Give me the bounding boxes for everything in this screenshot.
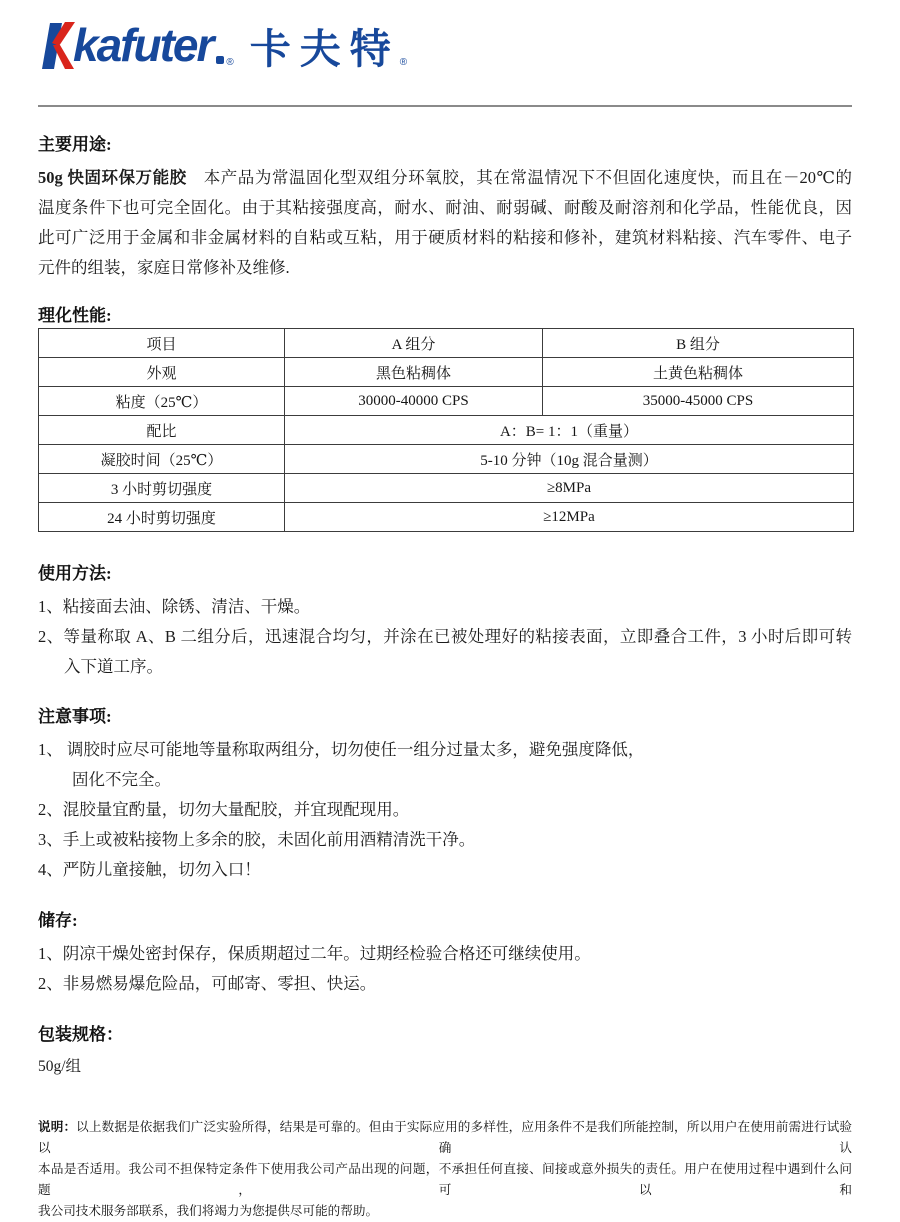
properties-heading: 理化性能: (38, 306, 112, 325)
brand-chinese: 卡夫特 (249, 25, 400, 72)
storage-heading: 储存: (38, 911, 78, 930)
main-uses-paragraph (38, 163, 852, 283)
registered-mark-icon: ® (226, 57, 234, 68)
paragraph-line: 元件的组装，家庭日常修补及维修. (38, 258, 290, 277)
brand-latin: kafuter (73, 19, 213, 71)
disclaimer-label: 说明： (38, 1120, 77, 1134)
table-row (39, 503, 854, 532)
list-item: 1、阴凉干燥处密封保存，保质期超过二年。过期经检验合格还可继续使用。 (38, 944, 591, 963)
disclaimer-line-rest: 以上数据是依据我们广泛实验所得，结果是可靠的。但由于实际应用的多样性，应用条件不是我们所能控制，所以用户在使用前需进行试验以确认 (38, 1120, 853, 1155)
table-row (39, 387, 854, 416)
list-item: 1、 调胶时应尽可能地等量称取两组分，切勿使任一组分过量太多，避免强度降低， (38, 740, 645, 759)
disclaimer-line: 本品是否适用。我公司不担保特定条件下使用我公司产品出现的问题，不承担任何直接、间接或意外损失的责任。用户在使用过程中遇到什么问题，可以和 (38, 1162, 852, 1197)
table-cell: 24 小时剪切强度 (39, 503, 285, 532)
table-cell: ≥8MPa (285, 474, 854, 503)
properties-table (38, 328, 854, 532)
table-cell: 凝胶时间（25℃） (39, 445, 285, 474)
paragraph-line: 此可广泛用于金属和非金属材料的自粘或互粘，用于硬质材料的粘接和修补，建筑材料粘接、汽车零件、电子 (38, 228, 852, 247)
table-cell: A 组分 (285, 329, 543, 358)
product-name-lead: 50g 快固环保万能胶 (38, 168, 187, 187)
packaging-heading: 包装规格： (38, 1025, 123, 1044)
list-item: 3、手上或被粘接物上多余的胶，未固化前用酒精清洗干净。 (38, 830, 476, 849)
disclaimer-line (38, 1117, 852, 1159)
precautions-list (38, 735, 852, 885)
table-cell: 配比 (39, 416, 285, 445)
table-cell: A：B= 1：1（重量） (285, 416, 854, 445)
table-row (39, 329, 854, 358)
packaging-value: 50g/组 (38, 1058, 82, 1075)
list-item: 1、粘接面去油、除锈、清洁、干燥。 (38, 597, 311, 616)
table-cell: 粘度（25℃） (39, 387, 285, 416)
paragraph-line-rest: 本产品为常温固化型双组分环氧胶，其在常温情况下不但固化速度快，而且在－20℃的 (186, 168, 852, 187)
header-rule (38, 105, 852, 107)
usage-list (38, 592, 852, 682)
table-row (39, 358, 854, 387)
list-item-continuation: 入下道工序。 (64, 657, 163, 676)
table-row (39, 474, 854, 503)
table-row (39, 445, 854, 474)
disclaimer-line: 我公司技术服务部联系，我们将竭力为您提供尽可能的帮助。 (38, 1204, 379, 1218)
list-item-continuation: 固化不完全。 (72, 770, 171, 789)
table-cell: 土黄色粘稠体 (543, 358, 854, 387)
list-item: 2、非易燃易爆危险品，可邮寄、零担、快运。 (38, 974, 377, 993)
table-cell: B 组分 (543, 329, 854, 358)
paragraph-line (38, 163, 852, 193)
precautions-heading: 注意事项: (38, 707, 112, 726)
table-cell: 3 小时剪切强度 (39, 474, 285, 503)
table-cell: 项目 (39, 329, 285, 358)
kafuter-logo (38, 16, 852, 74)
kafuter-k-icon (38, 20, 78, 72)
table-cell: 35000-45000 CPS (543, 387, 854, 416)
main-uses-heading: 主要用途: (38, 135, 112, 154)
storage-list (38, 939, 852, 999)
table-cell: 5-10 分钟（10g 混合量测） (285, 445, 854, 474)
usage-heading: 使用方法: (38, 564, 112, 583)
disclaimer (38, 1117, 852, 1222)
table-cell: 外观 (39, 358, 285, 387)
product-datasheet-page (0, 16, 900, 1216)
list-item: 2、等量称取 A、B 二组分后，迅速混合均匀，并涂在已被处理好的粘接表面，立即叠合工件，3 小时后即可转 (38, 627, 852, 646)
brand-dot (216, 56, 224, 64)
list-item: 2、混胶量宜酌量，切勿大量配胶，并宜现配现用。 (38, 800, 410, 819)
registered-mark-cn-icon: ® (399, 57, 408, 68)
list-item: 4、严防儿童接触，切勿入口！ (38, 860, 261, 879)
table-cell: 30000-40000 CPS (285, 387, 543, 416)
table-cell: 黑色粘稠体 (285, 358, 543, 387)
table-cell: ≥12MPa (285, 503, 854, 532)
paragraph-line: 温度条件下也可完全固化。由于其粘接强度高，耐水、耐油、耐弱碱、耐酸及耐溶剂和化学品，性能优良，因 (38, 198, 852, 217)
table-row (39, 416, 854, 445)
